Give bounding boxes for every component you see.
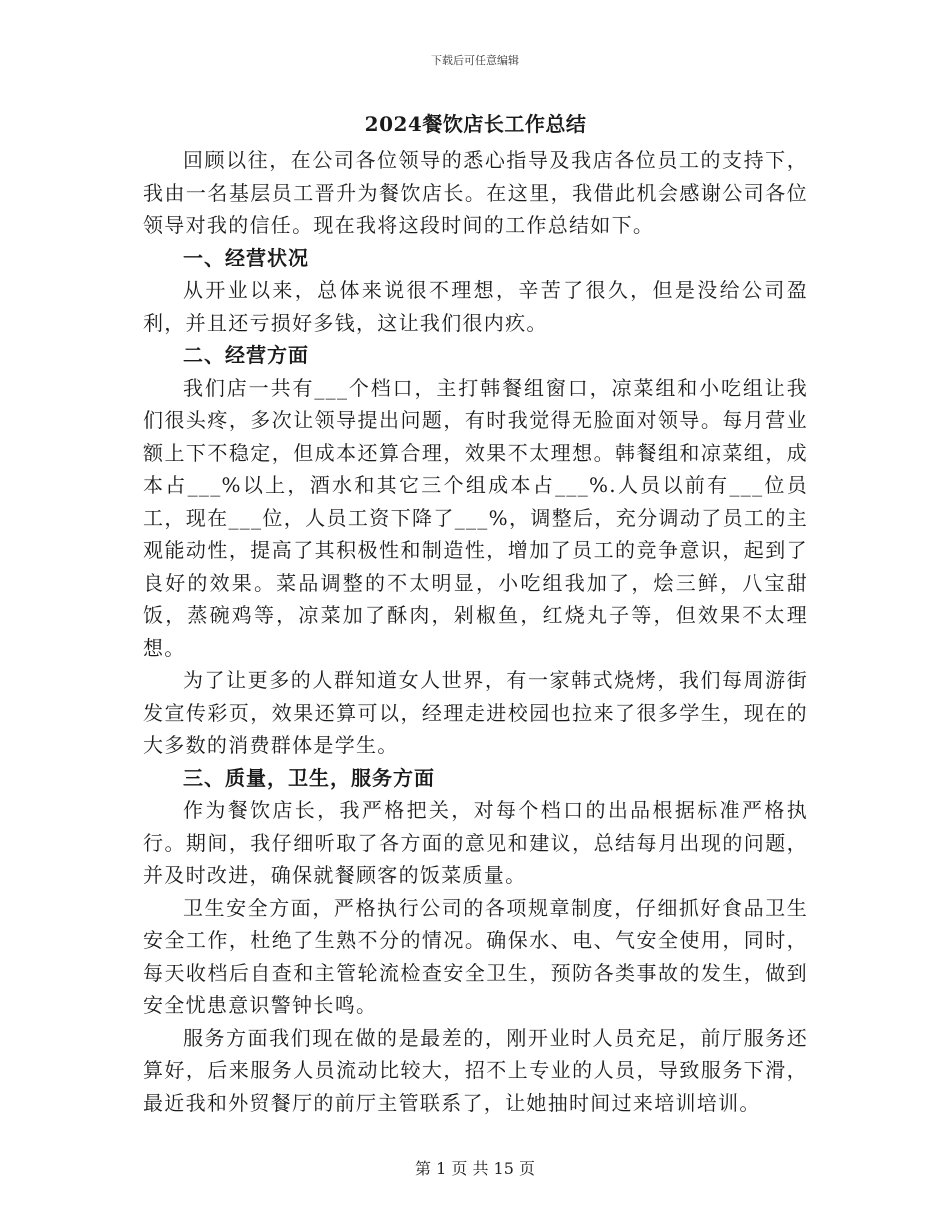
- paragraph-hygiene: 卫生安全方面，严格执行公司的各项规章制度，仔细抓好食品卫生安全工作，杜绝了生熟不分的情况。确保水、电、气安全使用，同时，每天收档后自查和主管轮流检查安全卫生，预防各类事故的发生，做到安全忧患意识警钟长鸣。: [143, 895, 808, 1017]
- section-heading-operation-status: 一、经营状况: [183, 245, 309, 270]
- section-heading-quality-hygiene-service: 三、质量，卫生，服务方面: [183, 765, 435, 790]
- paragraph-intro: 回顾以往，在公司各位领导的悉心指导及我店各位员工的支持下，我由一名基层员工晋升为餐饮店长。在这里，我借此机会感谢公司各位领导对我的信任。现在我将这段时间的工作总结如下。: [143, 148, 808, 237]
- page-number-footer: 第 1 页 共 15 页: [415, 1159, 535, 1178]
- section-heading-operation-aspects: 二、经营方面: [183, 343, 309, 367]
- paragraph-operation-status: 从开业以来，总体来说很不理想，辛苦了很久，但是没给公司盈利，并且还亏损好多钱，这让我们很内疚。: [143, 278, 808, 335]
- paragraph-promotion: 为了让更多的人群知道女人世界，有一家韩式烧烤，我们每周游街发宣传彩页，效果还算可以，经理走进校园也拉来了很多学生，现在的大多数的消费群体是学生。: [143, 668, 808, 757]
- paragraph-service: 服务方面我们现在做的是最差的，刚开业时人员充足，前厅服务还算好，后来服务人员流动比较大，招不上专业的人员，导致服务下滑，最近我和外贸餐厅的前厅主管联系了，让她抽时间过来培训培训。: [143, 1025, 808, 1115]
- header-note: 下载后可任意编辑: [431, 54, 519, 67]
- paragraph-operation-aspects: 我们店一共有___个档口，主打韩餐组窗口，凉菜组和小吃组让我们很头疼，多次让领导提出问题，有时我觉得无脸面对领导。每月营业额上下不稳定，但成本还算合理，效果不太理想。韩餐组和凉菜组，成本占___%以上，酒水和其它三个组成本占___%.人员以前有___位员工，现在___位，人员工资下降了___%，调整后，充分调动了员工的主观能动性，提高了其积极性和制造性，增加了员工的竞争意识，起到了良好的效果。菜品调整的不太明显，小吃组我加了，烩三鲜，八宝甜饭，蒸碗鸡等，凉菜加了酥肉，剁椒鱼，红烧丸子等，但效果不太理想。: [143, 375, 808, 660]
- paragraph-quality: 作为餐饮店长，我严格把关，对每个档口的出品根据标准严格执行。期间，我仔细听取了各方面的意见和建议，总结每月出现的问题，并及时改进，确保就餐顾客的饭菜质量。: [143, 798, 808, 887]
- document-title: 2024餐饮店长工作总结: [364, 112, 587, 136]
- document-body: [143, 106, 808, 1119]
